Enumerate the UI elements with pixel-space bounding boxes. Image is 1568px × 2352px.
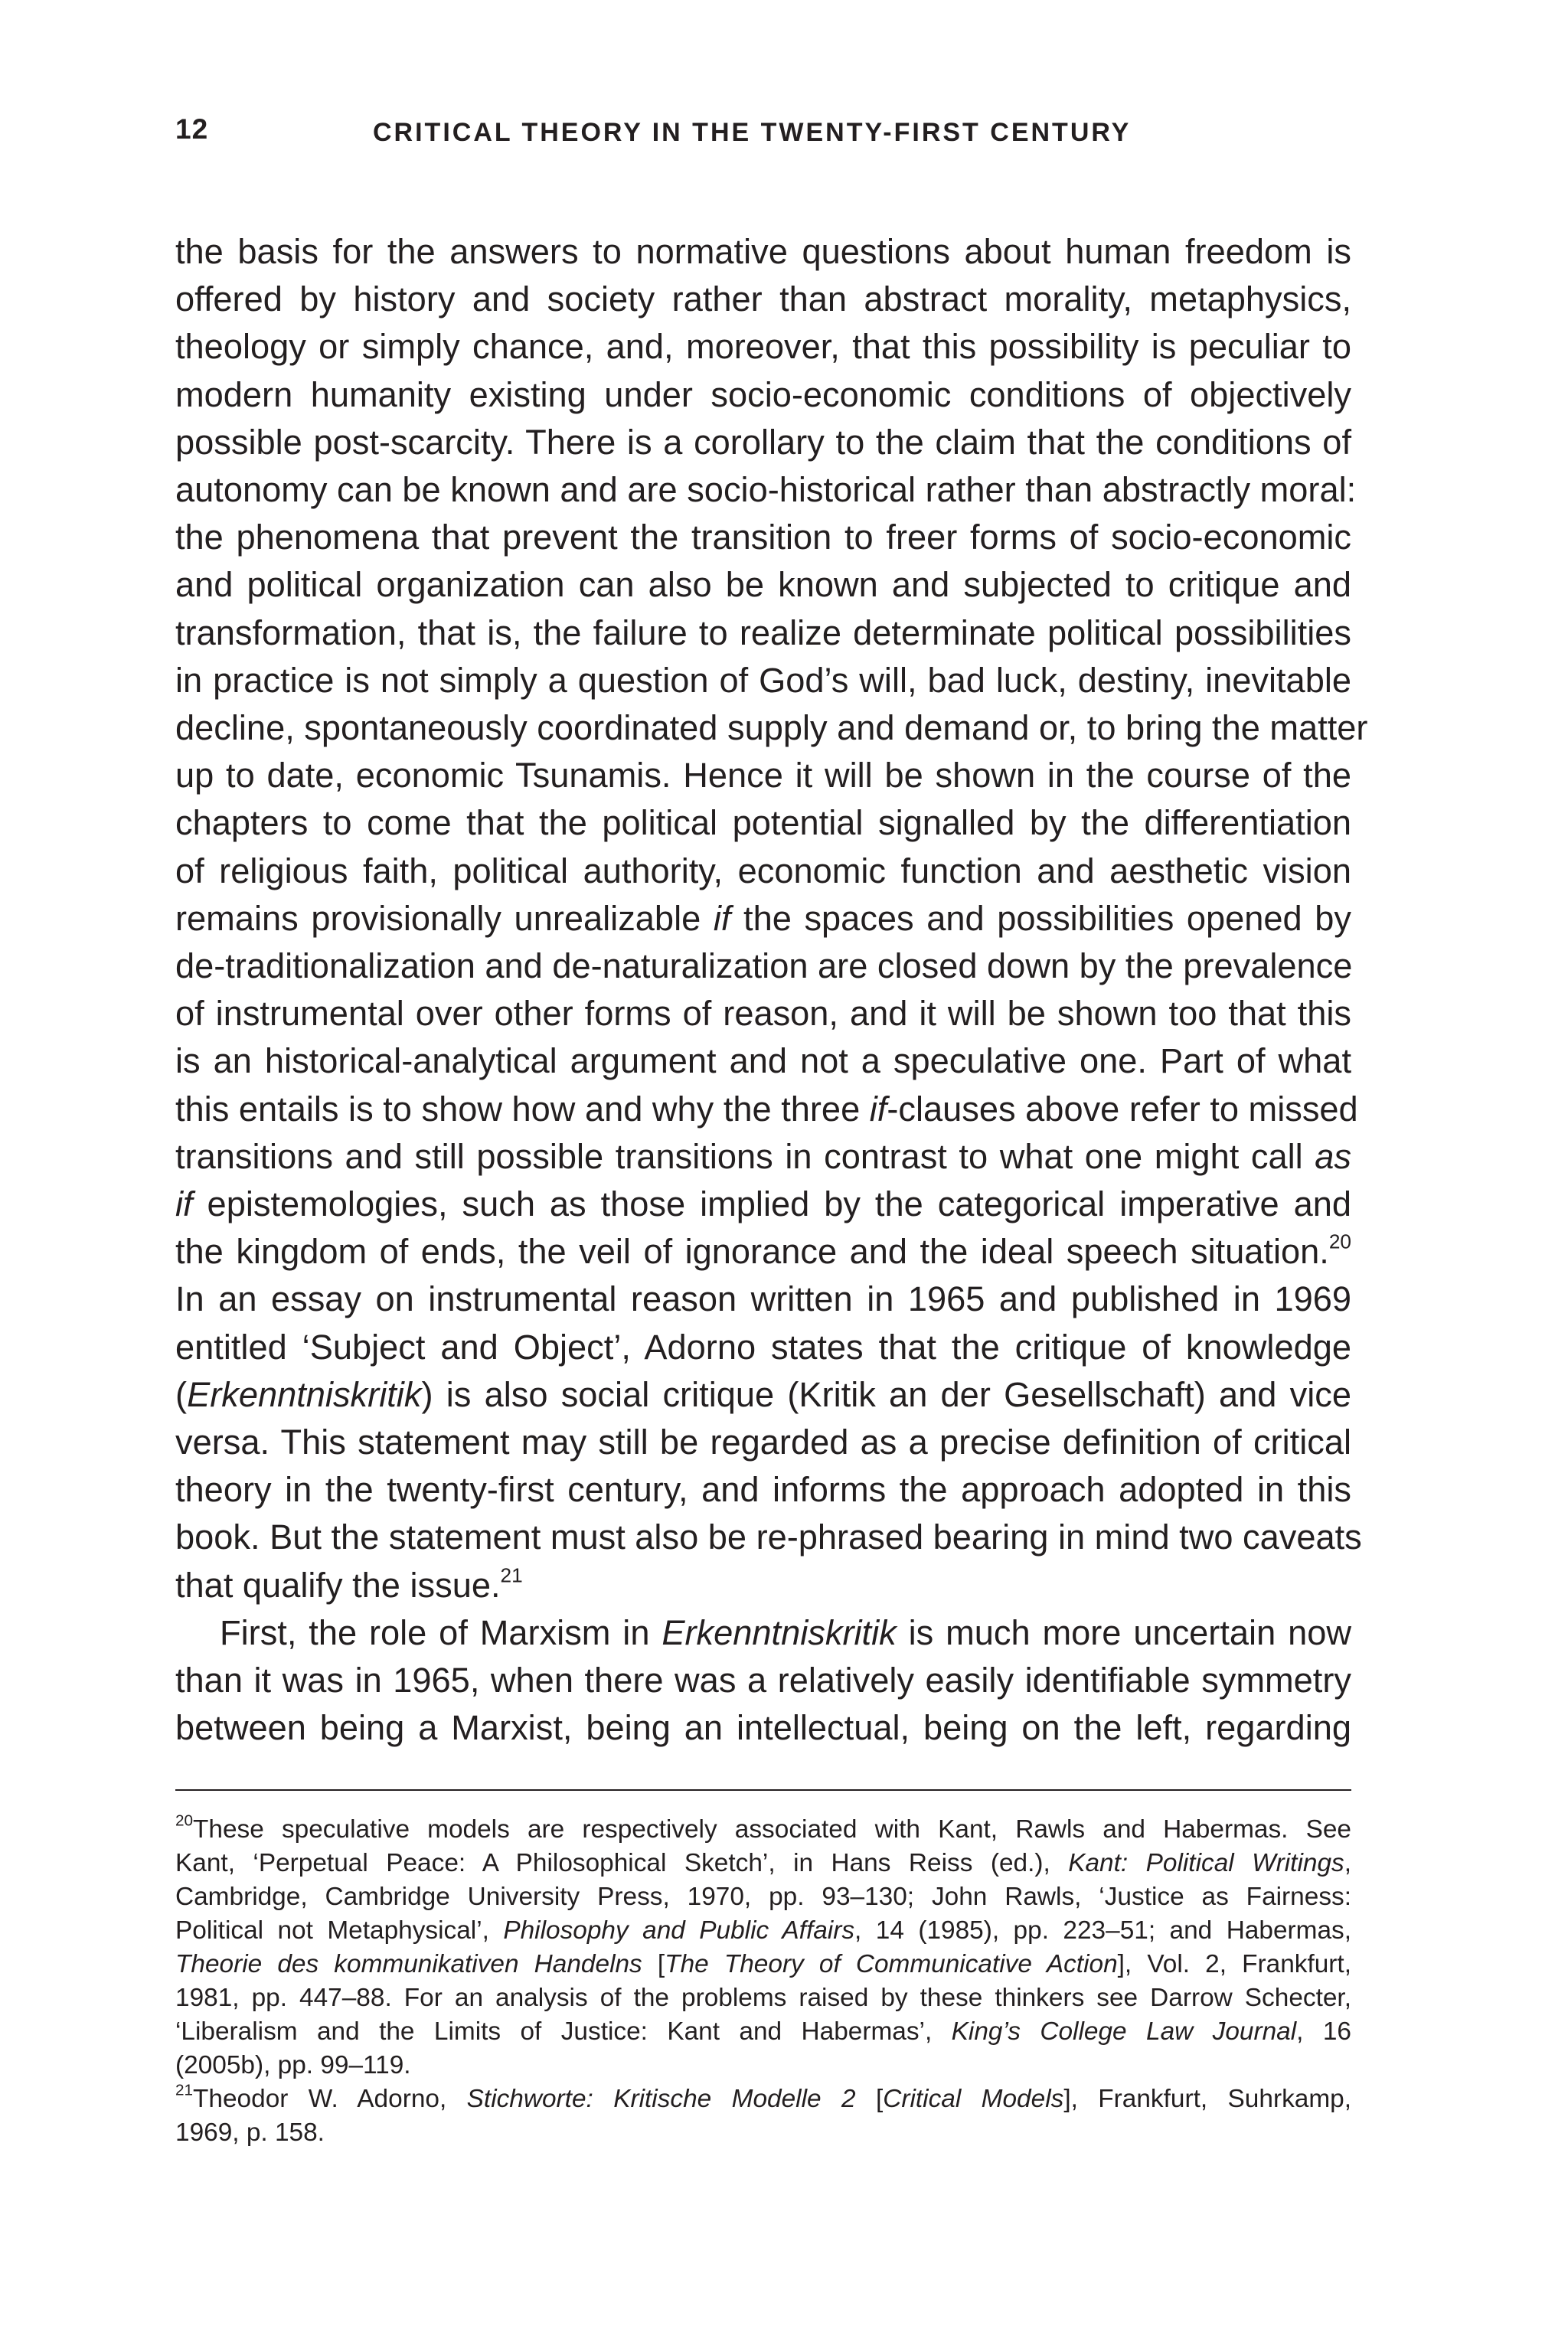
text-line: is an historical-analytical argument and not a speculative one. Part of what xyxy=(175,1041,1351,1081)
italic-term: if xyxy=(175,1184,193,1224)
text-line: modern humanity existing under socio-economic conditions of objectively xyxy=(175,374,1351,414)
text-run: [ xyxy=(642,1950,665,1978)
footnote-line xyxy=(175,2015,1351,2049)
text-line: between being a Marxist, being an intellectual, being on the left, regarding xyxy=(175,1708,1351,1748)
text-line: decline, spontaneously coordinated supply and demand or, to bring the matter xyxy=(175,708,1368,748)
running-head: CRITICAL THEORY IN THE TWENTY-FIRST CENTURY xyxy=(373,118,1132,147)
footnotes xyxy=(175,1813,1351,2150)
text-run: ‘Liberalism and the Limits of Justice: Kant and Habermas’, xyxy=(175,2017,952,2046)
footnote-21 xyxy=(175,2082,1351,2150)
footnote-line xyxy=(175,1914,1351,1948)
text-run: First, the role of Marxism in xyxy=(220,1612,662,1652)
footnote-ref-20[interactable]: 20 xyxy=(1328,1230,1351,1253)
text-line xyxy=(175,1371,1351,1419)
text-line xyxy=(175,1228,1351,1276)
text-run: remains provisionally unrealizable xyxy=(175,898,714,938)
text-line: up to date, economic Tsunamis. Hence it will be shown in the course of the xyxy=(175,756,1351,795)
text-run: ], Frankfurt, Suhrkamp, xyxy=(1063,2085,1351,2113)
text-line: of instrumental over other forms of reason, and it will be shown too that this xyxy=(175,994,1351,1034)
text-run: Kant, ‘Perpetual Peace: A Philosophical Sketch’, in Hans Reiss (ed.), xyxy=(175,1849,1069,1877)
italic-term: as xyxy=(1315,1136,1351,1176)
text-line xyxy=(175,1133,1351,1181)
text-line: transformation, that is, the failure to realize determinate political possibilities xyxy=(175,612,1351,652)
text-run: ], Vol. 2, Frankfurt, xyxy=(1117,1950,1351,1978)
footnote-line xyxy=(175,1948,1351,1981)
footnote-line xyxy=(175,2082,1351,2116)
text-run: , xyxy=(1344,1849,1351,1877)
text-line xyxy=(175,1562,1351,1609)
text-line: entitled ‘Subject and Object’, Adorno states that the critique of knowledge xyxy=(175,1327,1351,1367)
text-run: Theodor W. Adorno, xyxy=(193,2085,467,2113)
text-run: , 16 xyxy=(1296,2017,1351,2046)
italic-term: if xyxy=(713,898,731,938)
text-run: ( xyxy=(175,1374,188,1414)
paragraph-2 xyxy=(175,1609,1351,1753)
text-line: In an essay on instrumental reason written in 1965 and published in 1969 xyxy=(175,1279,1351,1319)
text-line: possible post-scarcity. There is a corollary to the claim that the conditions of xyxy=(175,422,1351,462)
italic-title: Critical Models xyxy=(883,2085,1064,2113)
text-run: that qualify the issue. xyxy=(175,1565,501,1605)
footnote-line: 1981, pp. 447–88. For an analysis of the problems raised by these thinkers see Darrow Schecter, xyxy=(175,1984,1351,2012)
text-run: [ xyxy=(855,2085,884,2113)
text-line: versa. This statement may still be regarded as a precise definition of critical xyxy=(175,1423,1351,1462)
text-line xyxy=(175,1181,1351,1228)
text-line: book. But the statement must also be re-phrased bearing in mind two caveats xyxy=(175,1517,1362,1557)
italic-title: Theorie des kommunikativen Handelns xyxy=(175,1950,642,1978)
text-line xyxy=(175,895,1351,942)
text-run: ) is also social critique (Kritik an der Gesellschaft) and vice xyxy=(421,1374,1351,1414)
text-line: of religious faith, political authority, economic function and aesthetic vision xyxy=(175,851,1351,890)
text-line: in practice is not simply a question of God’s will, bad luck, destiny, inevitable xyxy=(175,660,1351,700)
text-line: de-traditionalization and de-naturalization are closed down by the prevalence xyxy=(175,946,1353,986)
footnote-ref-21[interactable]: 21 xyxy=(500,1563,523,1587)
text-run: this entails is to show how and why the three xyxy=(175,1089,870,1129)
italic-title: Philosophy and Public Affairs xyxy=(503,1916,855,1945)
text-line: the phenomena that prevent the transition to freer forms of socio-economic xyxy=(175,518,1351,557)
page-number: 12 xyxy=(175,113,209,145)
text-run: epistemologies, such as those implied by the categorical imperative and xyxy=(192,1184,1351,1224)
text-line xyxy=(175,1086,1358,1133)
text-run: the kingdom of ends, the veil of ignorance and the ideal speech situation. xyxy=(175,1232,1329,1272)
italic-term: if xyxy=(869,1089,887,1129)
text-line: and political organization can also be known and subjected to critique and xyxy=(175,565,1351,605)
text-line: chapters to come that the political potential signalled by the differentiation xyxy=(175,803,1351,843)
text-run: is much more uncertain now xyxy=(896,1612,1351,1652)
italic-term: Erkenntniskritik xyxy=(187,1374,422,1414)
text-run: transitions and still possible transitions in contrast to what one might call xyxy=(175,1136,1315,1176)
italic-title: Kant: Political Writings xyxy=(1068,1849,1344,1877)
text-run: These speculative models are respectively associated with Kant, Rawls and Habermas. See xyxy=(193,1815,1351,1844)
text-line: the basis for the answers to normative questions about human freedom is xyxy=(175,232,1351,271)
footnote-line xyxy=(175,1847,1351,1880)
footnote-line: (2005b), pp. 99–119. xyxy=(175,2051,411,2079)
italic-title: The Theory of Communicative Action xyxy=(665,1950,1118,1978)
text-line: than it was in 1965, when there was a relatively easily identifiable symmetry xyxy=(175,1661,1351,1700)
text-run: Political not Metaphysical’, xyxy=(175,1916,504,1945)
footnote-line: Cambridge, Cambridge University Press, 1970, pp. 93–130; John Rawls, ‘Justice as Fairness: xyxy=(175,1883,1351,1911)
footnote-number: 20 xyxy=(175,1811,194,1830)
footnote-line: 1969, p. 158. xyxy=(175,2118,325,2147)
paragraph-1 xyxy=(175,228,1368,1609)
text-line: offered by history and society rather than abstract morality, metaphysics, xyxy=(175,279,1351,319)
italic-title: King’s College Law Journal xyxy=(951,2017,1297,2046)
text-run: , 14 (1985), pp. 223–51; and Habermas, xyxy=(854,1916,1351,1945)
text-line: theology or simply chance, and, moreover, that this possibility is peculiar to xyxy=(175,327,1351,367)
italic-title: Stichworte: Kritische Modelle 2 xyxy=(466,2085,856,2113)
text-run: the spaces and possibilities opened by xyxy=(730,898,1351,938)
footnote-line xyxy=(175,1813,1351,1847)
body-text xyxy=(175,228,1368,1753)
text-line: autonomy can be known and are socio-historical rather than abstractly moral: xyxy=(175,470,1357,510)
text-run: -clauses above refer to missed xyxy=(887,1089,1358,1129)
text-line: theory in the twenty-first century, and informs the approach adopted in this xyxy=(175,1470,1351,1510)
footnote-divider xyxy=(175,1789,1351,1791)
footnote-number: 21 xyxy=(175,2081,194,2099)
italic-term: Erkenntniskritik xyxy=(662,1612,897,1652)
footnote-20 xyxy=(175,1813,1351,2082)
text-line xyxy=(175,1609,1351,1657)
